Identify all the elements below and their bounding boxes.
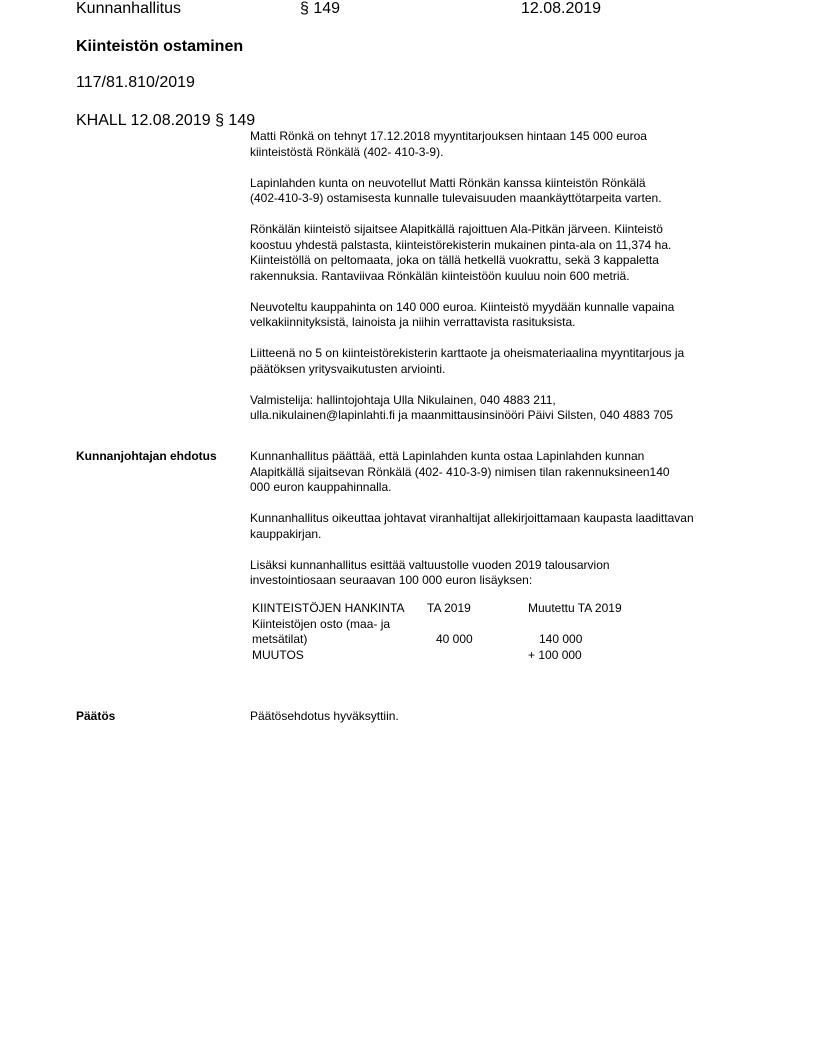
header-organ: Kunnanhallitus	[76, 0, 181, 17]
paragraph: Matti Rönkä on tehnyt 17.12.2018 myyntitarjouksen hintaan 145 000 euroa kiinteistöstä Rönkälä (402- 410-3-9).	[250, 129, 647, 159]
table-cell: 140 000	[539, 632, 583, 646]
header-section: § 149	[300, 0, 341, 17]
table-cell: MUUTOS	[252, 647, 304, 662]
paragraph: Valmistelija: hallintojohtaja Ulla Nikulainen, 040 4883 211, ulla.nikulainen@lapinlahti.fi ja maanmittausinsinööri Päivi Silsten, 040 4883 705	[250, 392, 674, 422]
page-title: Kiinteistön ostaminen	[76, 38, 244, 55]
table-cell: Kiinteistöjen osto (maa- ja	[252, 616, 391, 631]
table-cell: 40 000	[436, 632, 473, 646]
paragraph: Lapinlahden kunta on neuvotellut Matti Rönkän kanssa kiinteistön Rönkälä (402-410-3-9) ostamisesta kunnalle tulevaisuuden maankäyttötarpeita varten.	[250, 175, 662, 205]
header-date: 12.08.2019	[521, 0, 602, 17]
paragraph: Liitteenä no 5 on kiinteistörekisterin karttaote ja oheismateriaalina myyntitarjous ja päätöksen yritysvaikutusten arviointi.	[250, 346, 685, 376]
table-cell: + 100 000	[528, 647, 582, 662]
decision-text: Päätösehdotus hyväksyttiin.	[250, 709, 399, 723]
paragraph: Rönkälän kiinteistö sijaitsee Alapitkällä rajoittuen Ala-Pitkän järveen. Kiinteistö koostuu yhdestä palstasta, kiinteistörekisterin mukainen pinta-ala on 11,374 ha. Kiinteistöllä on peltomaata, joka on tällä hetkellä vuokrattu, sekä 3 kappaletta rakennuksia. Rantaviivaa Rönkälän kiinteistöön kuuluu noin 600 metriä.	[250, 222, 672, 283]
proposal-text	[250, 449, 750, 604]
decision-label: Päätös	[76, 709, 116, 723]
table-cell: metsätilat)	[252, 632, 308, 646]
meeting-reference: KHALL 12.08.2019 § 149	[76, 112, 256, 129]
paragraph: Neuvoteltu kauppahinta on 140 000 euroa. Kiinteistö myydään kunnalle vapaina velkakiinnityksistä, lainoista ja niihin verrattavista rasituksista.	[250, 299, 675, 329]
paragraph: Kunnanhallitus oikeuttaa johtavat viranhaltijat allekirjoittamaan kaupasta laadittavan kauppakirjan.	[250, 511, 694, 541]
table-cell: Muutettu TA 2019	[528, 601, 622, 615]
reference-number: 117/81.810/2019	[76, 74, 195, 91]
paragraph: Kunnanhallitus päättää, että Lapinlahden kunta ostaa Lapinlahden kunnan Alapitkällä sijaitsevan Rönkälä (402- 410-3-9) nimisen tilan rakennuksineen140 000 euron kauppahinnalla.	[250, 449, 670, 494]
paragraph: Lisäksi kunnanhallitus esittää valtuustolle vuoden 2019 talousarvion investointiosaan seuraavan 100 000 euron lisäyksen:	[250, 557, 610, 587]
proposal-label: Kunnanjohtajan ehdotus	[76, 449, 217, 463]
table-cell: TA 2019	[427, 601, 471, 615]
preparation-text	[250, 129, 750, 439]
table-cell: KIINTEISTÖJEN HANKINTA	[252, 601, 405, 615]
